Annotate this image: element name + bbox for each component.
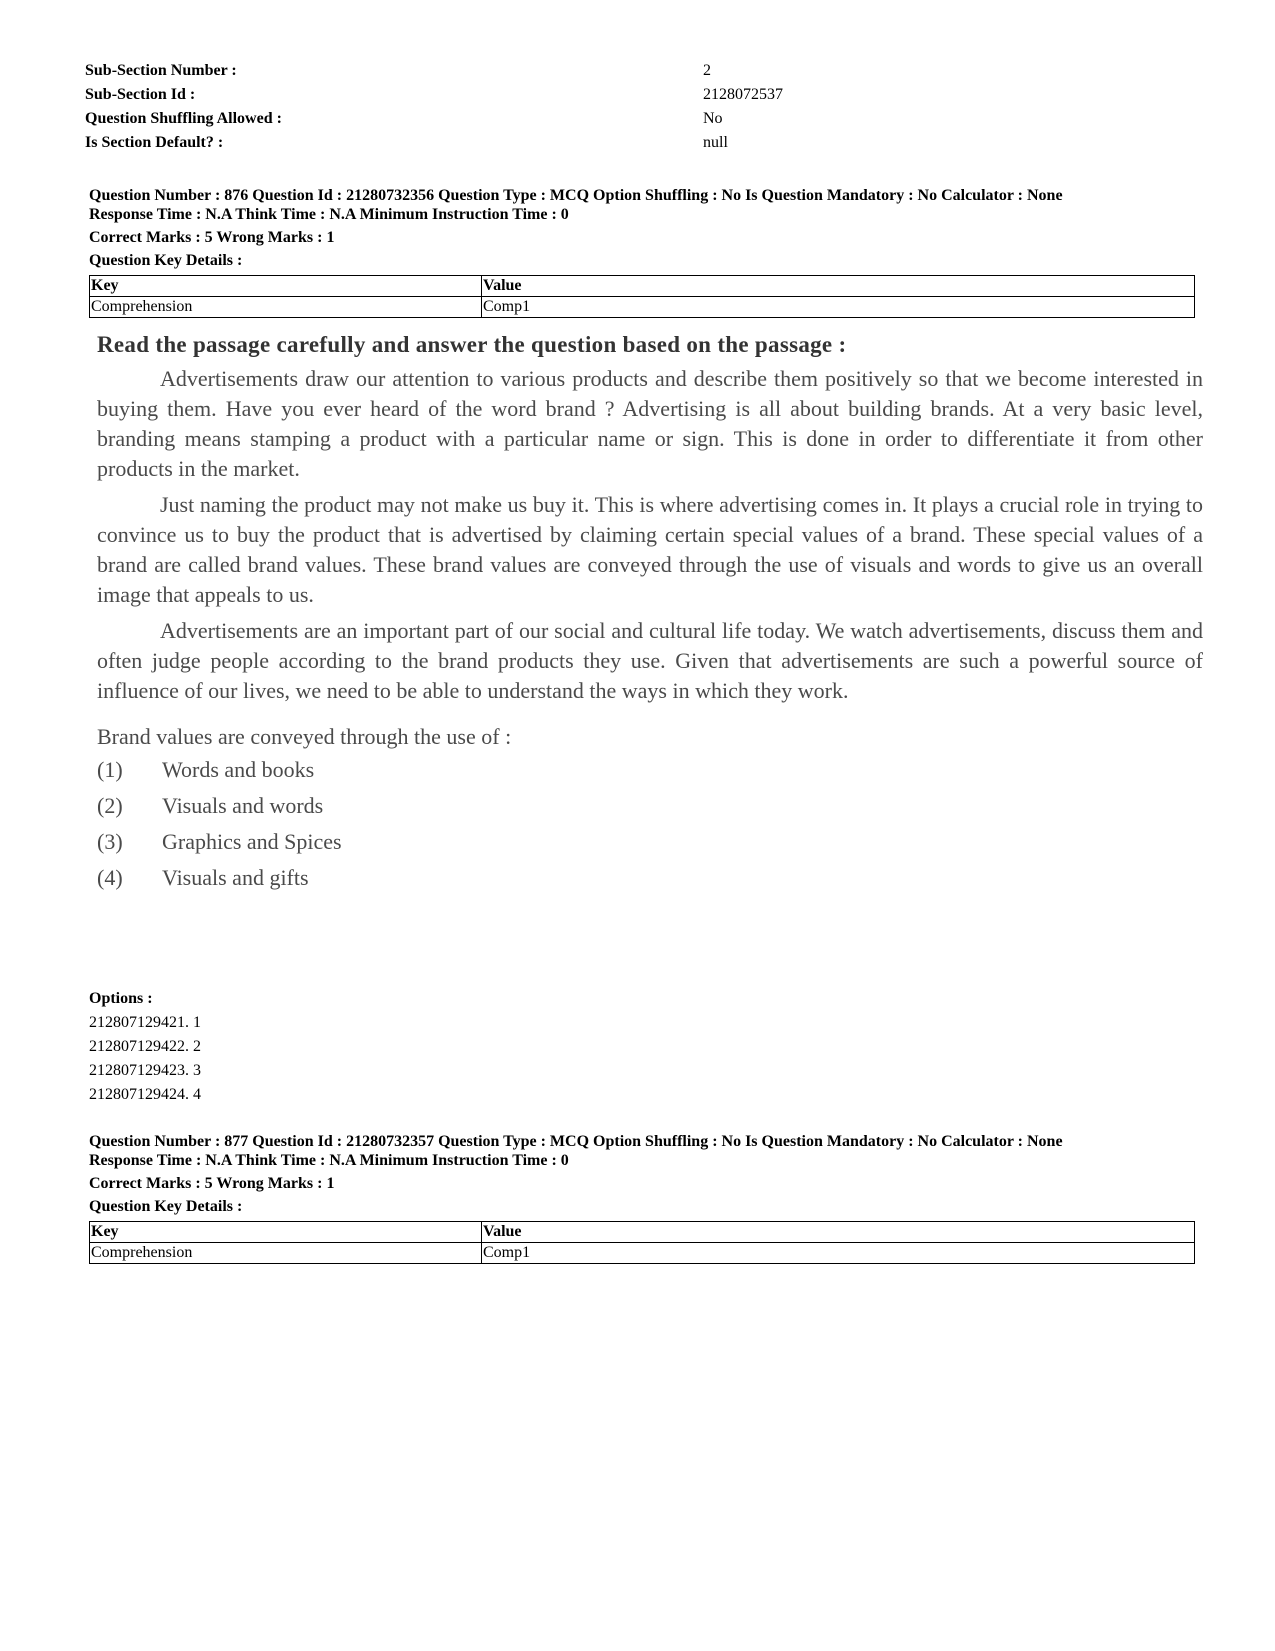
passage-paragraph-1: Advertisements draw our attention to various products and describe them positively so that we become interested in buying them. Have you ever heard of the word brand ? Advertising is all about building brands. At a very basic level, branding means stamping a product with a particular name or sign. This is done in order to differentiate it from other products in the market. xyxy=(97,366,1203,481)
key-details-label: Question Key Details : xyxy=(89,252,243,269)
key-value-table xyxy=(89,275,1195,318)
question-876-header xyxy=(89,186,1195,318)
question-header-line-2: Response Time : N.A Think Time : N.A Minimum Instruction Time : 0 xyxy=(89,206,569,223)
choice-text: Visuals and words xyxy=(162,793,324,818)
passage-paragraph-3: Advertisements are an important part of our social and cultural life today. We watch advertisements, discuss them and often judge people according to the brand products they use. Given that advertisements are such a powerful source of influence of our lives, we need to be able to understand the ways in which they work. xyxy=(97,618,1203,703)
table-cell-value: Comp1 xyxy=(482,1243,1195,1264)
table-header-value: Value xyxy=(482,1222,1195,1243)
passage-paragraph-2: Just naming the product may not make us buy it. This is where advertising comes in. It plays a crucial role in trying to convince us to buy the product that is advertised by claiming certain special values of a brand. These special values of a brand are called brand values. These brand values are conveyed through the use of visuals and words to give us an overall image that appeals to us. xyxy=(97,492,1203,607)
meta-label: Is Section Default? : xyxy=(85,134,224,151)
choice-text: Words and books xyxy=(162,757,315,782)
meta-row xyxy=(85,134,885,158)
table-header-value: Value xyxy=(482,276,1195,297)
table-header-row xyxy=(90,1222,1195,1243)
meta-value: 2 xyxy=(703,62,711,79)
table-header-row xyxy=(90,276,1195,297)
comprehension-passage xyxy=(97,332,1203,896)
choice-number: (4) xyxy=(97,865,123,890)
meta-row xyxy=(85,110,885,134)
meta-value: null xyxy=(703,134,728,151)
table-header-key: Key xyxy=(90,276,482,297)
options-list xyxy=(89,987,201,1107)
table-cell-key: Comprehension xyxy=(90,297,482,318)
choice-item xyxy=(97,824,1203,860)
options-label: Options : xyxy=(89,990,153,1007)
choice-number: (3) xyxy=(97,829,123,854)
question-text: Brand values are conveyed through the use of : xyxy=(97,724,512,749)
meta-label: Question Shuffling Allowed : xyxy=(85,110,282,127)
question-header-line-2: Response Time : N.A Think Time : N.A Minimum Instruction Time : 0 xyxy=(89,1152,569,1169)
marks-line: Correct Marks : 5 Wrong Marks : 1 xyxy=(89,229,335,246)
meta-label: Sub-Section Number : xyxy=(85,62,237,79)
table-header-key: Key xyxy=(90,1222,482,1243)
choice-text: Visuals and gifts xyxy=(162,865,309,890)
table-row xyxy=(90,1243,1195,1264)
meta-row xyxy=(85,62,885,86)
choice-text: Graphics and Spices xyxy=(162,829,342,854)
passage-title: Read the passage carefully and answer the question based on the passage : xyxy=(97,332,847,357)
choice-item xyxy=(97,788,1203,824)
meta-row xyxy=(85,86,885,110)
subsection-meta xyxy=(85,62,885,158)
key-details-label: Question Key Details : xyxy=(89,1198,243,1215)
meta-value: No xyxy=(703,110,723,127)
option-id: 212807129422. 2 xyxy=(89,1038,201,1055)
question-header-line-1: Question Number : 876 Question Id : 21280732356 Question Type : MCQ Option Shuffling : No Is Question Mandatory : No Calculator : None xyxy=(89,187,1063,204)
table-row xyxy=(90,297,1195,318)
meta-label: Sub-Section Id : xyxy=(85,86,196,103)
choice-number: (2) xyxy=(97,793,123,818)
key-value-table xyxy=(89,1221,1195,1264)
choice-item xyxy=(97,752,1203,788)
table-cell-value: Comp1 xyxy=(482,297,1195,318)
option-id: 212807129421. 1 xyxy=(89,1014,201,1031)
question-877-header xyxy=(89,1132,1195,1264)
table-cell-key: Comprehension xyxy=(90,1243,482,1264)
choice-number: (1) xyxy=(97,757,123,782)
question-header-line-1: Question Number : 877 Question Id : 21280732357 Question Type : MCQ Option Shuffling : No Is Question Mandatory : No Calculator : None xyxy=(89,1133,1063,1150)
marks-line: Correct Marks : 5 Wrong Marks : 1 xyxy=(89,1175,335,1192)
choice-item xyxy=(97,860,1203,896)
meta-value: 2128072537 xyxy=(703,86,783,103)
option-id: 212807129423. 3 xyxy=(89,1062,201,1079)
option-id: 212807129424. 4 xyxy=(89,1086,201,1103)
